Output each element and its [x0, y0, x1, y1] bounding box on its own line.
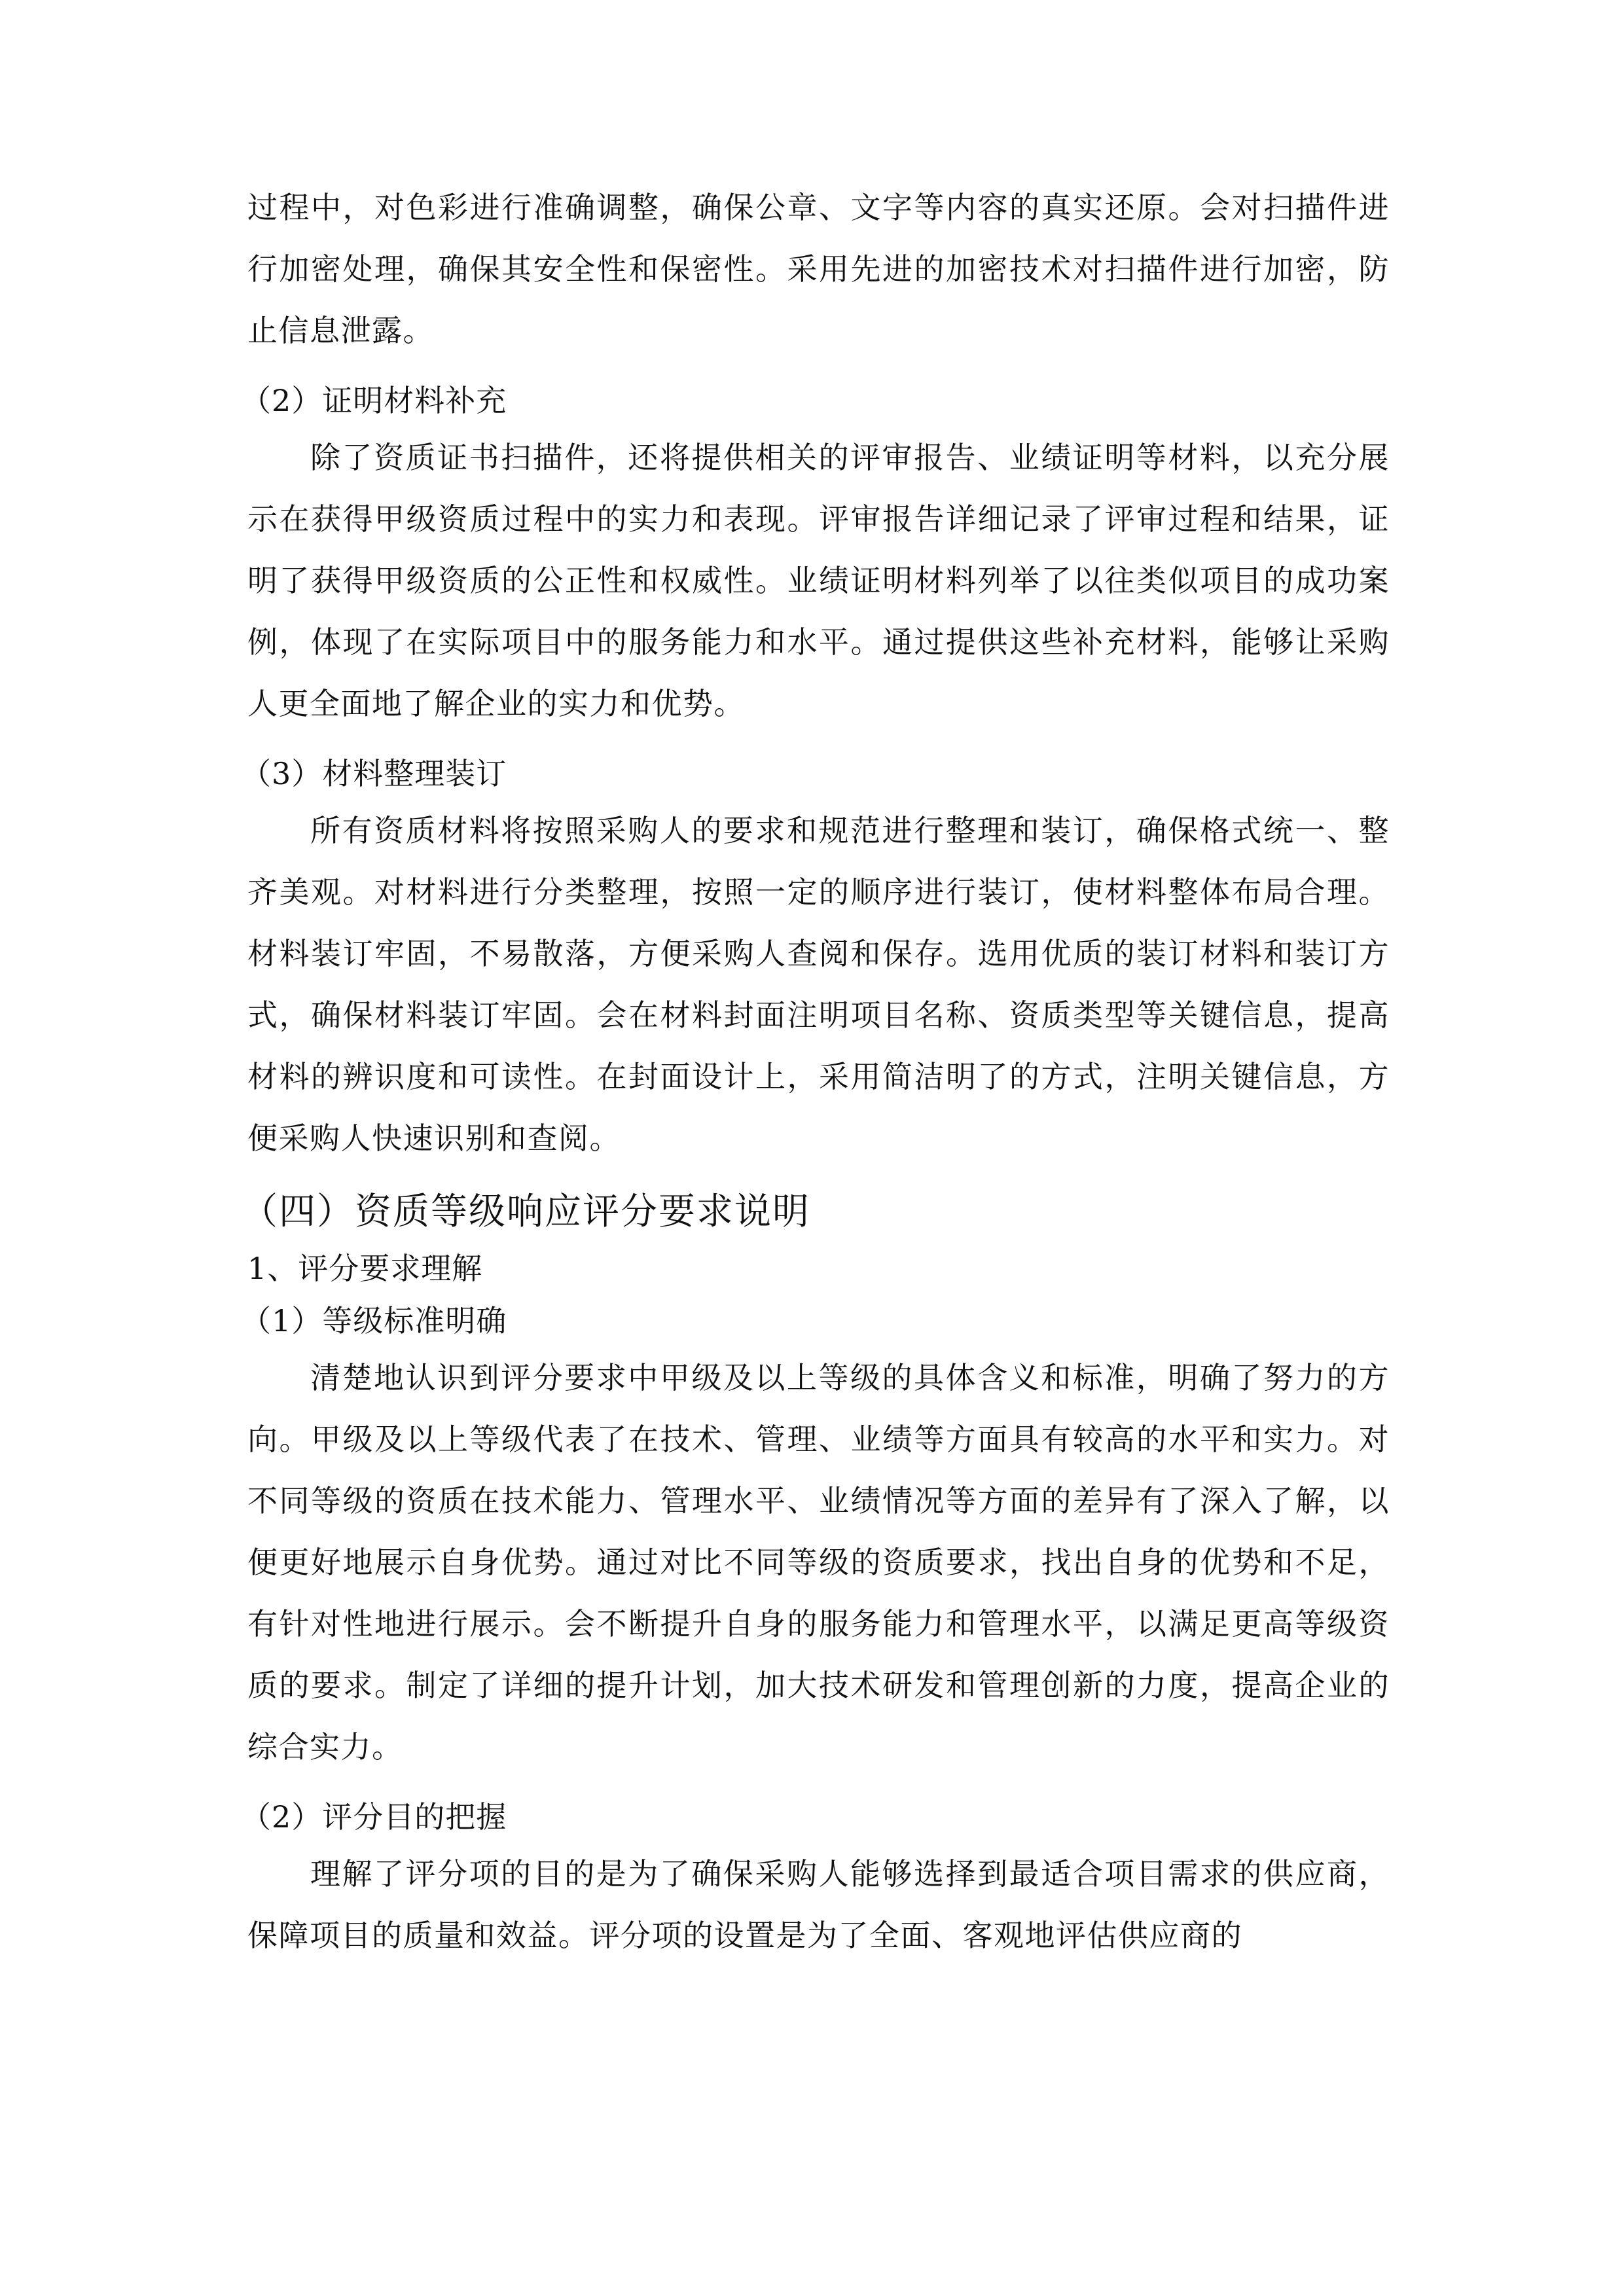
subheading-material-binding: （3）材料整理装订: [241, 756, 507, 791]
subheading-supporting-materials: （2）证明材料补充: [241, 383, 507, 418]
section-heading-qualification-scoring: （四）资质等级响应评分要求说明: [241, 1191, 810, 1233]
paragraph-scan-encryption: 过程中，对色彩进行准确调整，确保公章、文字等内容的真实还原。会对扫描件进行加密处理，确保其安全性和保密性。采用先进的加密技术对扫描件进行加密，防止信息泄露。: [247, 190, 1390, 348]
subheading-scoring-purpose: （2）评分目的把握: [241, 1799, 507, 1835]
paragraph-supporting-materials: 除了资质证书扫描件，还将提供相关的评审报告、业绩证明等材料，以充分展示在获得甲级资质过程中的实力和表现。评审报告详细记录了评审过程和结果，证明了获得甲级资质的公正性和权威性。业绩证明材料列举了以往类似项目的成功案例，体现了在实际项目中的服务能力和水平。通过提供这些补充材料，能够让采购人更全面地了解企业的实力和优势。: [247, 440, 1390, 721]
heading-scoring-understanding: 1、评分要求理解: [247, 1251, 483, 1286]
paragraph-grade-standard: 清楚地认识到评分要求中甲级及以上等级的具体含义和标准，明确了努力的方向。甲级及以上等级代表了在技术、管理、业绩等方面具有较高的水平和实力。对不同等级的资质在技术能力、管理水平、业绩情况等方面的差异有了深入了解，以便更好地展示自身优势。通过对比不同等级的资质要求，找出自身的优势和不足，有针对性地进行展示。会不断提升自身的服务能力和管理水平，以满足更高等级资质的要求。制定了详细的提升计划，加大技术研发和管理创新的力度，提高企业的综合实力。: [247, 1360, 1390, 1765]
document-body: [241, 177, 1390, 1966]
paragraph-material-binding: 所有资质材料将按照采购人的要求和规范进行整理和装订，确保格式统一、整齐美观。对材料进行分类整理，按照一定的顺序进行装订，使材料整体布局合理。材料装订牢固，不易散落，方便采购人查阅和保存。选用优质的装订材料和装订方式，确保材料装订牢固。会在材料封面注明项目名称、资质类型等关键信息，提高材料的辨识度和可读性。在封面设计上，采用简洁明了的方式，注明关键信息，方便采购人快速识别和查阅。: [247, 813, 1390, 1156]
subheading-grade-standard: （1）等级标准明确: [241, 1303, 507, 1338]
paragraph-scoring-purpose: 理解了评分项的目的是为了确保采购人能够选择到最适合项目需求的供应商，保障项目的质量和效益。评分项的设置是为了全面、客观地评估供应商的: [247, 1856, 1390, 1953]
